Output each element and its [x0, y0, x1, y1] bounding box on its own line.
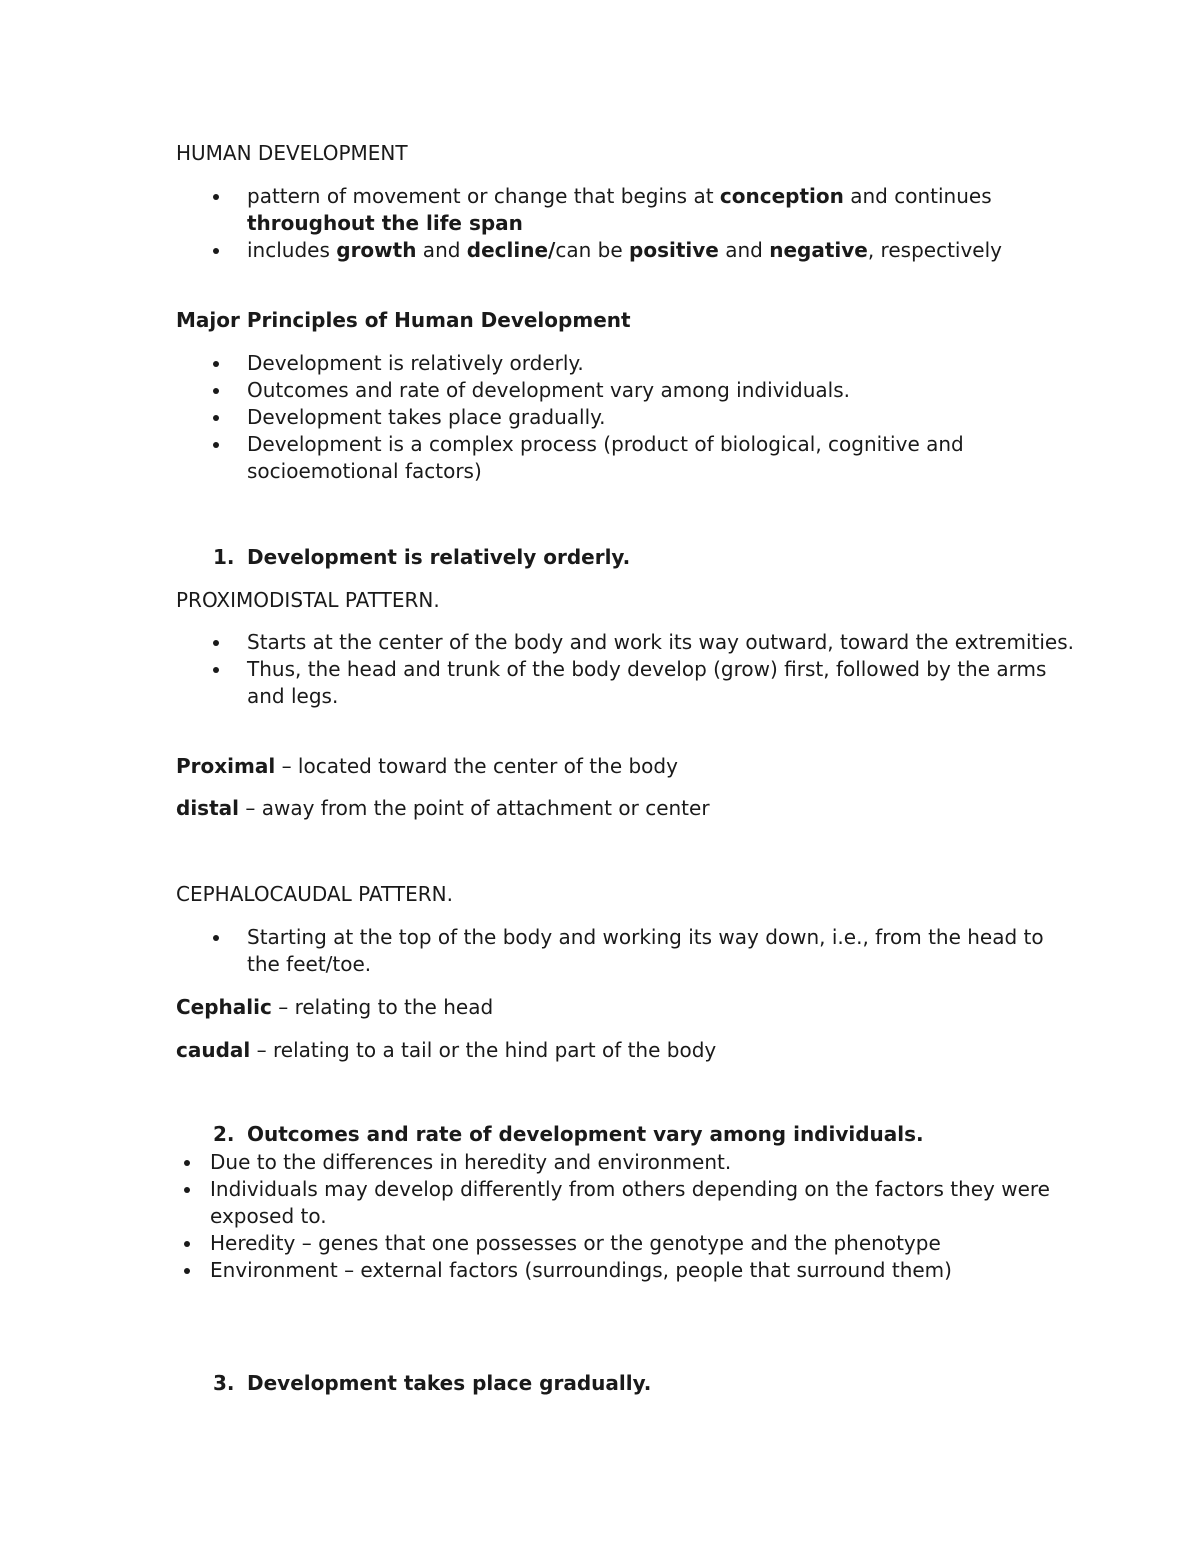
definition-list	[176, 183, 1076, 264]
section-2-list	[176, 1149, 1076, 1284]
term-cephalic: Cephalic – relating to the head	[176, 995, 494, 1019]
list-item: Heredity – genes that one possesses or the genotype and the phenotype	[176, 1230, 1076, 1257]
cephalocaudal-heading: CEPHALOCAUDAL PATTERN.	[176, 882, 453, 906]
list-item: Individuals may develop differently from others depending on the factors they were exposed to.	[176, 1176, 1076, 1230]
list-item: pattern of movement or change that begins at conception and continues throughout the life span	[176, 183, 1076, 237]
proximodistal-list	[176, 629, 1076, 710]
list-item: Due to the differences in heredity and environment.	[176, 1149, 1076, 1176]
principles-list	[176, 350, 1076, 485]
term-caudal: caudal – relating to a tail or the hind part of the body	[176, 1038, 717, 1062]
list-item: Starting at the top of the body and working its way down, i.e., from the head to the feet/toe.	[176, 924, 1076, 978]
term-distal: distal – away from the point of attachment or center	[176, 796, 710, 820]
list-item: Development is relatively orderly.	[176, 350, 1076, 377]
section-2-heading: 2. Outcomes and rate of development vary among individuals.	[213, 1122, 924, 1146]
list-item: Outcomes and rate of development vary among individuals.	[176, 377, 1076, 404]
list-item: includes growth and decline/can be positive and negative, respectively	[176, 237, 1076, 264]
list-item: Development is a complex process (product of biological, cognitive and socioemotional factors)	[176, 431, 1076, 485]
proximodistal-heading: PROXIMODISTAL PATTERN.	[176, 588, 440, 612]
principles-heading: Major Principles of Human Development	[176, 308, 631, 332]
section-3-heading: 3. Development takes place gradually.	[213, 1371, 652, 1395]
term-proximal: Proximal – located toward the center of the body	[176, 754, 678, 778]
cephalocaudal-list	[176, 924, 1076, 978]
list-item: Starts at the center of the body and work its way outward, toward the extremities.	[176, 629, 1076, 656]
page-title: HUMAN DEVELOPMENT	[176, 141, 408, 165]
section-1-heading: 1. Development is relatively orderly.	[213, 545, 631, 569]
list-item: Environment – external factors (surroundings, people that surround them)	[176, 1257, 1076, 1284]
list-item: Thus, the head and trunk of the body develop (grow) first, followed by the arms and legs.	[176, 656, 1076, 710]
list-item: Development takes place gradually.	[176, 404, 1076, 431]
